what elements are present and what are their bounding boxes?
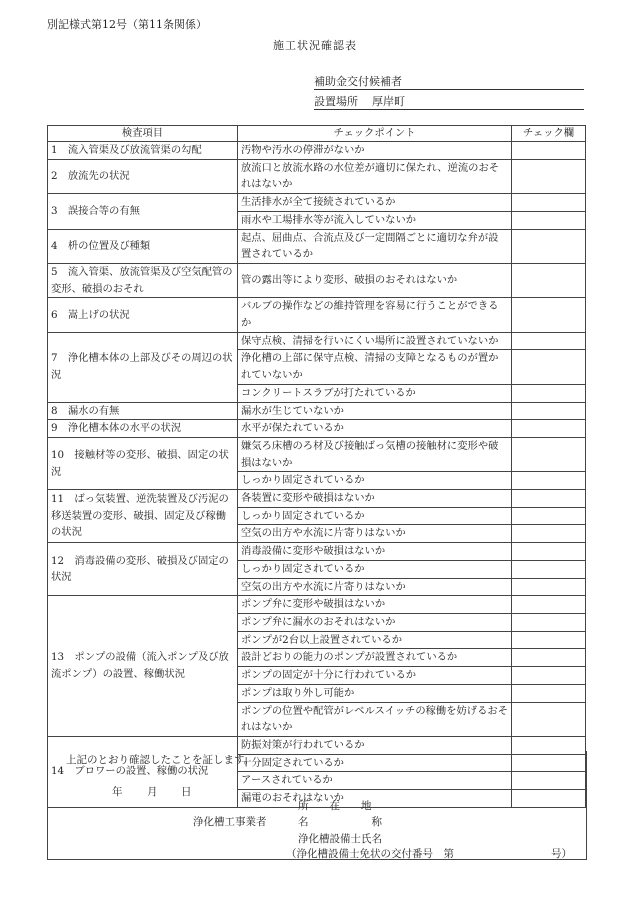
header-inspection-item: 検査項目: [48, 126, 238, 142]
check-box-cell[interactable]: [512, 298, 586, 332]
year-label: 年: [112, 786, 123, 798]
check-box-cell[interactable]: [512, 649, 586, 667]
check-box-cell[interactable]: [512, 702, 586, 736]
check-point-cell: 十分固定されているか: [238, 754, 512, 772]
check-point-cell: 漏水が生じていないか: [238, 402, 512, 420]
license-number-label: （浄化槽設備士免状の交付番号 第: [286, 848, 454, 860]
table-row: [48, 437, 586, 471]
check-box-cell[interactable]: [512, 332, 586, 350]
table-row: [48, 420, 586, 438]
table-row: [48, 194, 586, 212]
page-title: 施工状況確認表: [273, 39, 357, 52]
table-row: [48, 142, 586, 160]
applicant-candidate-line: [314, 74, 584, 90]
check-box-cell[interactable]: [512, 684, 586, 702]
address-label: 所 在 地: [298, 800, 372, 812]
inspection-item-cell: 4 枡の位置及び種類: [48, 229, 238, 263]
installation-location-value: 厚岸町: [372, 95, 405, 108]
check-point-cell: 生活排水が全て接続されているか: [238, 194, 512, 212]
check-box-cell[interactable]: [512, 142, 586, 160]
check-point-cell: ポンプの位置や配管がレベルスイッチの稼働を妨げるおそれはないか: [238, 702, 512, 736]
certification-statement: 上記のとおり確認したことを証します。: [66, 754, 255, 766]
inspection-item-cell: 3 誤接合等の有無: [48, 194, 238, 229]
check-box-cell[interactable]: [512, 350, 586, 384]
check-box-cell[interactable]: [512, 194, 586, 212]
header-check-point: チェックポイント: [238, 126, 512, 142]
inspection-item-cell: 12 消毒設備の変形、破損及び固定の状況: [48, 543, 238, 596]
check-point-cell: バルブの操作などの維持管理を容易に行うことができるか: [238, 298, 512, 332]
inspection-item-cell: 2 放流先の状況: [48, 159, 238, 193]
check-box-cell[interactable]: [512, 596, 586, 614]
check-point-cell: 空気の出方や水流に片寄りはないか: [238, 578, 512, 596]
installation-location-line: [314, 94, 584, 110]
check-box-cell[interactable]: [512, 560, 586, 578]
check-box-cell[interactable]: [512, 543, 586, 561]
table-row: [48, 298, 586, 332]
table-row: [48, 490, 586, 508]
check-point-cell: アースされているか: [238, 772, 512, 790]
check-box-cell[interactable]: [512, 631, 586, 649]
check-box-cell[interactable]: [512, 159, 586, 193]
check-box-cell[interactable]: [512, 263, 586, 297]
table-row: [48, 596, 586, 614]
installation-location-label: 設置場所: [314, 95, 358, 108]
table-header-row: [48, 126, 586, 142]
check-box-cell[interactable]: [512, 507, 586, 525]
technician-name-label: 浄化槽設備士氏名: [298, 833, 382, 845]
check-point-cell: 防振対策が行われているか: [238, 736, 512, 754]
check-box-cell[interactable]: [512, 229, 586, 263]
inspection-table-body: [48, 142, 586, 808]
check-box-cell[interactable]: [512, 613, 586, 631]
check-point-cell: しっかり固定されているか: [238, 507, 512, 525]
check-box-cell[interactable]: [512, 437, 586, 471]
check-point-cell: 漏電のおそれはないか: [238, 790, 512, 808]
check-box-cell[interactable]: [512, 211, 586, 229]
check-point-cell: 設計どおりの能力のポンプが設置されているか: [238, 649, 512, 667]
contractor-label: 浄化槽工事業者: [193, 816, 267, 828]
check-point-cell: 放流口と放流水路の水位差が適切に保たれ、逆流のおそれはないか: [238, 159, 512, 193]
check-point-cell: 空気の出方や水流に片寄りはないか: [238, 525, 512, 543]
certification-section: [47, 751, 587, 860]
check-point-cell: 浄化槽の上部に保守点検、清掃の支障となるものが置かれていないか: [238, 350, 512, 384]
check-box-cell[interactable]: [512, 525, 586, 543]
check-point-cell: 消毒設備に変形や破損はないか: [238, 543, 512, 561]
check-point-cell: 雨水や工場排水等が流入していないか: [238, 211, 512, 229]
check-box-cell[interactable]: [512, 667, 586, 685]
table-row: [48, 263, 586, 297]
check-point-cell: ポンプが2台以上設置されているか: [238, 631, 512, 649]
inspection-item-cell: 1 流入管渠及び放流管渠の勾配: [48, 142, 238, 160]
day-label: 日: [181, 786, 192, 798]
check-point-cell: しっかり固定されているか: [238, 472, 512, 490]
check-box-cell[interactable]: [512, 578, 586, 596]
table-row: [48, 543, 586, 561]
check-point-cell: 水平が保たれているか: [238, 420, 512, 438]
check-box-cell[interactable]: [512, 472, 586, 490]
check-point-cell: 管の露出等により変形、破損のおそれはないか: [238, 263, 512, 297]
inspection-item-cell: 14 ブロワーの設置、稼働の状況: [48, 736, 238, 807]
inspection-table: [47, 125, 586, 808]
check-box-cell[interactable]: [512, 402, 586, 420]
check-point-cell: 起点、屈曲点、合流点及び一定間隔ごとに適切な弁が設置されているか: [238, 229, 512, 263]
inspection-item-cell: 11 ばっ気装置、逆洗装置及び汚泥の移送装置の変形、破損、固定及び稼働の状況: [48, 490, 238, 543]
check-point-cell: ポンプ弁に漏水のおそれはないか: [238, 613, 512, 631]
check-box-cell[interactable]: [512, 420, 586, 438]
check-box-cell[interactable]: [512, 384, 586, 402]
inspection-item-cell: 5 流入管渠、放流管渠及び空気配管の変形、破損のおそれ: [48, 263, 238, 297]
inspection-item-cell: 7 浄化槽本体の上部及びその周辺の状況: [48, 332, 238, 402]
table-row: [48, 229, 586, 263]
inspection-item-cell: 10 接触材等の変形、破損、固定の状況: [48, 437, 238, 489]
inspection-item-cell: 9 浄化槽本体の水平の状況: [48, 420, 238, 438]
header-check-column: チェック欄: [512, 126, 586, 142]
check-point-cell: ポンプの固定が十分に行われているか: [238, 667, 512, 685]
applicant-candidate-label: 補助金交付候補者: [314, 75, 402, 88]
inspection-item-cell: 8 漏水の有無: [48, 402, 238, 420]
check-box-cell[interactable]: [512, 490, 586, 508]
check-point-cell: ポンプは取り外し可能か: [238, 684, 512, 702]
month-label: 月: [147, 786, 158, 798]
table-row: [48, 332, 586, 350]
check-point-cell: 汚物や汚水の停滞がないか: [238, 142, 512, 160]
form-number-label: 別記様式第12号（第11条関係）: [47, 18, 207, 31]
check-point-cell: 嫌気ろ床槽のろ材及び接触ばっ気槽の接触材に変形や破損はないか: [238, 437, 512, 471]
check-point-cell: しっかり固定されているか: [238, 560, 512, 578]
company-name-label: 名 称: [298, 816, 382, 828]
table-row: [48, 402, 586, 420]
check-point-cell: 各装置に変形や破損はないか: [238, 490, 512, 508]
table-row: [48, 159, 586, 193]
check-point-cell: ポンプ弁に変形や破損はないか: [238, 596, 512, 614]
inspection-item-cell: 6 嵩上げの状況: [48, 298, 238, 332]
inspection-item-cell: 13 ポンプの設備（流入ポンプ及び放流ポンプ）の設置、稼働状況: [48, 596, 238, 737]
check-point-cell: 保守点検、清掃を行いにくい場所に設置されていないか: [238, 332, 512, 350]
license-number-suffix: 号）: [551, 848, 572, 860]
check-point-cell: コンクリートスラブが打たれているか: [238, 384, 512, 402]
